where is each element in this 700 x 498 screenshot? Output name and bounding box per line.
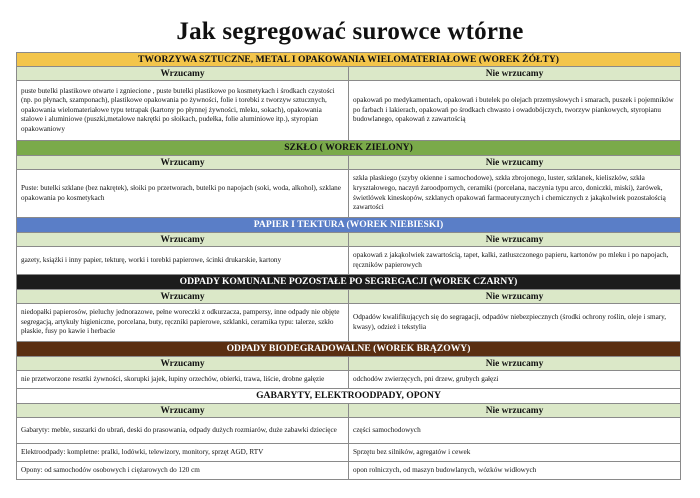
section-title: GABARYTY, ELEKTROODPADY, OPONY (17, 389, 681, 404)
rejected-items: Odpadów kwalifikujących się do segragacji, odpadów niebezpiecznych (środki ochrony roślin, oleje i smary, kwasy), odzież i tekstylia (349, 304, 681, 342)
section-header-mixed-waste (17, 275, 681, 290)
rejected-items: opon rolniczych, od maszyn budowlanych, wózków widłowych (349, 462, 681, 480)
section-title: TWORZYWA SZTUCZNE, METAL I OPAKOWANIA WIELOMATERIAŁOWE (WOREK ŻÓŁTY) (17, 53, 681, 67)
section-header-paper (17, 218, 681, 233)
column-headers (17, 357, 681, 371)
section-header-plastics-metal (17, 53, 681, 67)
table-row (17, 444, 681, 462)
accepted-items: Opony: od samochodów osobowych i ciężarowych do 120 cm (17, 462, 349, 480)
section-header-biodegradable (17, 342, 681, 357)
rejected-header: Nie wrzucamy (349, 67, 681, 81)
accepted-header: Wrzucamy (17, 290, 349, 304)
accepted-header: Wrzucamy (17, 67, 349, 81)
column-headers (17, 233, 681, 247)
accepted-items: Elektroodpady: kompletne: pralki, lodówki, telewizory, monitory, sprzęt AGD, RTV (17, 444, 349, 462)
table-row (17, 247, 681, 275)
segregation-table (16, 52, 681, 480)
section-title: ODPADY BIODEGRADOWALNE (WOREK BRĄZOWY) (17, 342, 681, 357)
rejected-header: Nie wrzucamy (349, 404, 681, 418)
table-row (17, 81, 681, 141)
accepted-items: Puste: butelki szklane (bez nakrętek), słoiki po przetworach, butelki po napojach (soki, woda, alkohol), szklane opakowania po kosmetykach (17, 170, 349, 218)
table-row (17, 371, 681, 389)
rejected-items: części samochodowych (349, 418, 681, 444)
rejected-items: opakowań z jakąkolwiek zawartością, tapet, kalki, zatłuszczonego papieru, kartonów po mleku i po napojach, ręczników papierowych (349, 247, 681, 275)
table-row (17, 418, 681, 444)
column-headers (17, 67, 681, 81)
page-title: Jak segregować surowce wtórne (176, 18, 524, 45)
rejected-header: Nie wrzucamy (349, 357, 681, 371)
column-headers (17, 404, 681, 418)
accepted-header: Wrzucamy (17, 233, 349, 247)
section-title: ODPADY KOMUNALNE POZOSTAŁE PO SEGREGACJI (WOREK CZARNY) (17, 275, 681, 290)
section-header-glass (17, 141, 681, 156)
rejected-items: opakowań po medykamentach, opakowań i butelek po olejach przemysłowych i smarach, puszek i pojemników po farbach i lakierach, opakowań po środkach chwasto i owadobójczych, tworzyw piankowych, styropianu budowlanego, opakowań z zawartością (349, 81, 681, 141)
accepted-header: Wrzucamy (17, 404, 349, 418)
column-headers (17, 290, 681, 304)
rejected-header: Nie wrzucamy (349, 233, 681, 247)
accepted-items: gazety, książki i inny papier, tekturę, worki i torebki papierowe, ścinki drukarskie, kartony (17, 247, 349, 275)
table-row (17, 304, 681, 342)
rejected-items: szkła płaskiego (szyby okienne i samochodowe), szkła zbrojonego, luster, szklanek, kieliszków, szkła kryształowego, naczyń żaroodpornych, ceramiki (porcelana, naczynia typu arco, doniczki, miski), żarówek, świetlówek kineskopów, szklanych opakowań farmaceutycznych i chemicznych z jakąkolwiek pozostałością zawartości (349, 170, 681, 218)
table-row (17, 462, 681, 480)
rejected-header: Nie wrzucamy (349, 156, 681, 170)
rejected-header: Nie wrzucamy (349, 290, 681, 304)
accepted-items: puste butelki plastikowe otwarte i zgniecione , puste butelki plastikowe po kosmetykach i środkach czystości (np. po płynach, szamponach), plastikowe opakowania po żywności, folie i torebki z tworzyw sztucznych, opakowania wielomateriałowe typu tetrapak (kartony po płynnej żywności, mleku, sokach), opakowania stalowe i aluminiowe (puszki,metalowe nakrętki po słoikach, pudełka, folie aluminiowe itp.), styropian opakowaniowy (17, 81, 349, 141)
accepted-items: nie przetworzone resztki żywności, skorupki jajek, łupiny orzechów, obierki, trawa, liście, drobne gałęzie (17, 371, 349, 389)
section-header-bulky-electro-tyres (17, 389, 681, 404)
section-title: PAPIER I TEKTURA (WOREK NIEBIESKI) (17, 218, 681, 233)
rejected-items: Sprzętu bez silników, agregatów i cewek (349, 444, 681, 462)
table-row (17, 170, 681, 218)
accepted-items: niedopałki papierosów, pieluchy jednorazowe, pełne woreczki z odkurzacza, pampersy, inne odpady nie objęte segregacją, artykuły higieniczne, porcelana, buty, ręczniki papierowe, szklanki, ceramika typu: talerze, szkło płaskie, fusy po kawie i herbacie (17, 304, 349, 342)
rejected-items: odchodów zwierzęcych, pni drzew, grubych gałęzi (349, 371, 681, 389)
section-title: SZKŁO ( WOREK ZIELONY) (17, 141, 681, 156)
accepted-header: Wrzucamy (17, 357, 349, 371)
column-headers (17, 156, 681, 170)
accepted-header: Wrzucamy (17, 156, 349, 170)
accepted-items: Gabaryty: meble, suszarki do ubrań, deski do prasowania, odpady dużych rozmiarów, duże zabawki dziecięce (17, 418, 349, 444)
